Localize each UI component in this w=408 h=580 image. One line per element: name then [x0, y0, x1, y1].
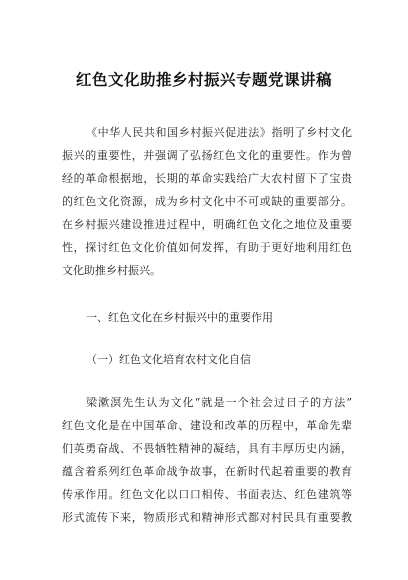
- body-line: 传承作用。红色文化以口口相传、书面表达、红色建筑等: [62, 488, 352, 501]
- intro-line: 的红色文化资源，成为乡村文化中不可或缺的重要部分。: [62, 195, 352, 208]
- document-title: 红色文化助推乡村振兴专题党课讲稿: [75, 70, 332, 89]
- body-line: 们英勇奋战、不畏牺牲精神的凝结，具有丰厚历史内涵，: [62, 442, 352, 455]
- body-line: 形式流传下来，物质形式和精神形式都对村民具有重要教: [62, 511, 352, 524]
- intro-line: 经的革命根据地，长期的革命实践给广大农村留下了宝贵: [62, 172, 352, 185]
- intro-line: 在乡村振兴建设推进过程中，明确红色文化之地位及重要: [62, 218, 352, 231]
- intro-line: 《中华人民共和国乡村振兴促进法》指明了乡村文化: [86, 126, 352, 139]
- intro-line: 性，探讨红色文化价值如何发挥，有助于更好地利用红色: [62, 241, 352, 254]
- intro-line: 文化助推乡村振兴。: [62, 264, 161, 277]
- intro-line: 振兴的重要性，并强调了弘扬红色文化的重要性。作为曾: [62, 149, 352, 162]
- body-line: 蕴含着系列红色革命战争故事，在新时代起着重要的教育: [62, 465, 352, 478]
- body-line: 红色文化是在中国革命、建设和改革的历程中，革命先辈: [62, 419, 352, 432]
- subsection-heading: （一）红色文化培育农村文化自信: [86, 353, 251, 366]
- body-line: 梁漱溟先生认为文化“就是一个社会过日子的方法”: [86, 396, 352, 409]
- section-heading: 一、红色文化在乡村振兴中的重要作用: [86, 311, 273, 324]
